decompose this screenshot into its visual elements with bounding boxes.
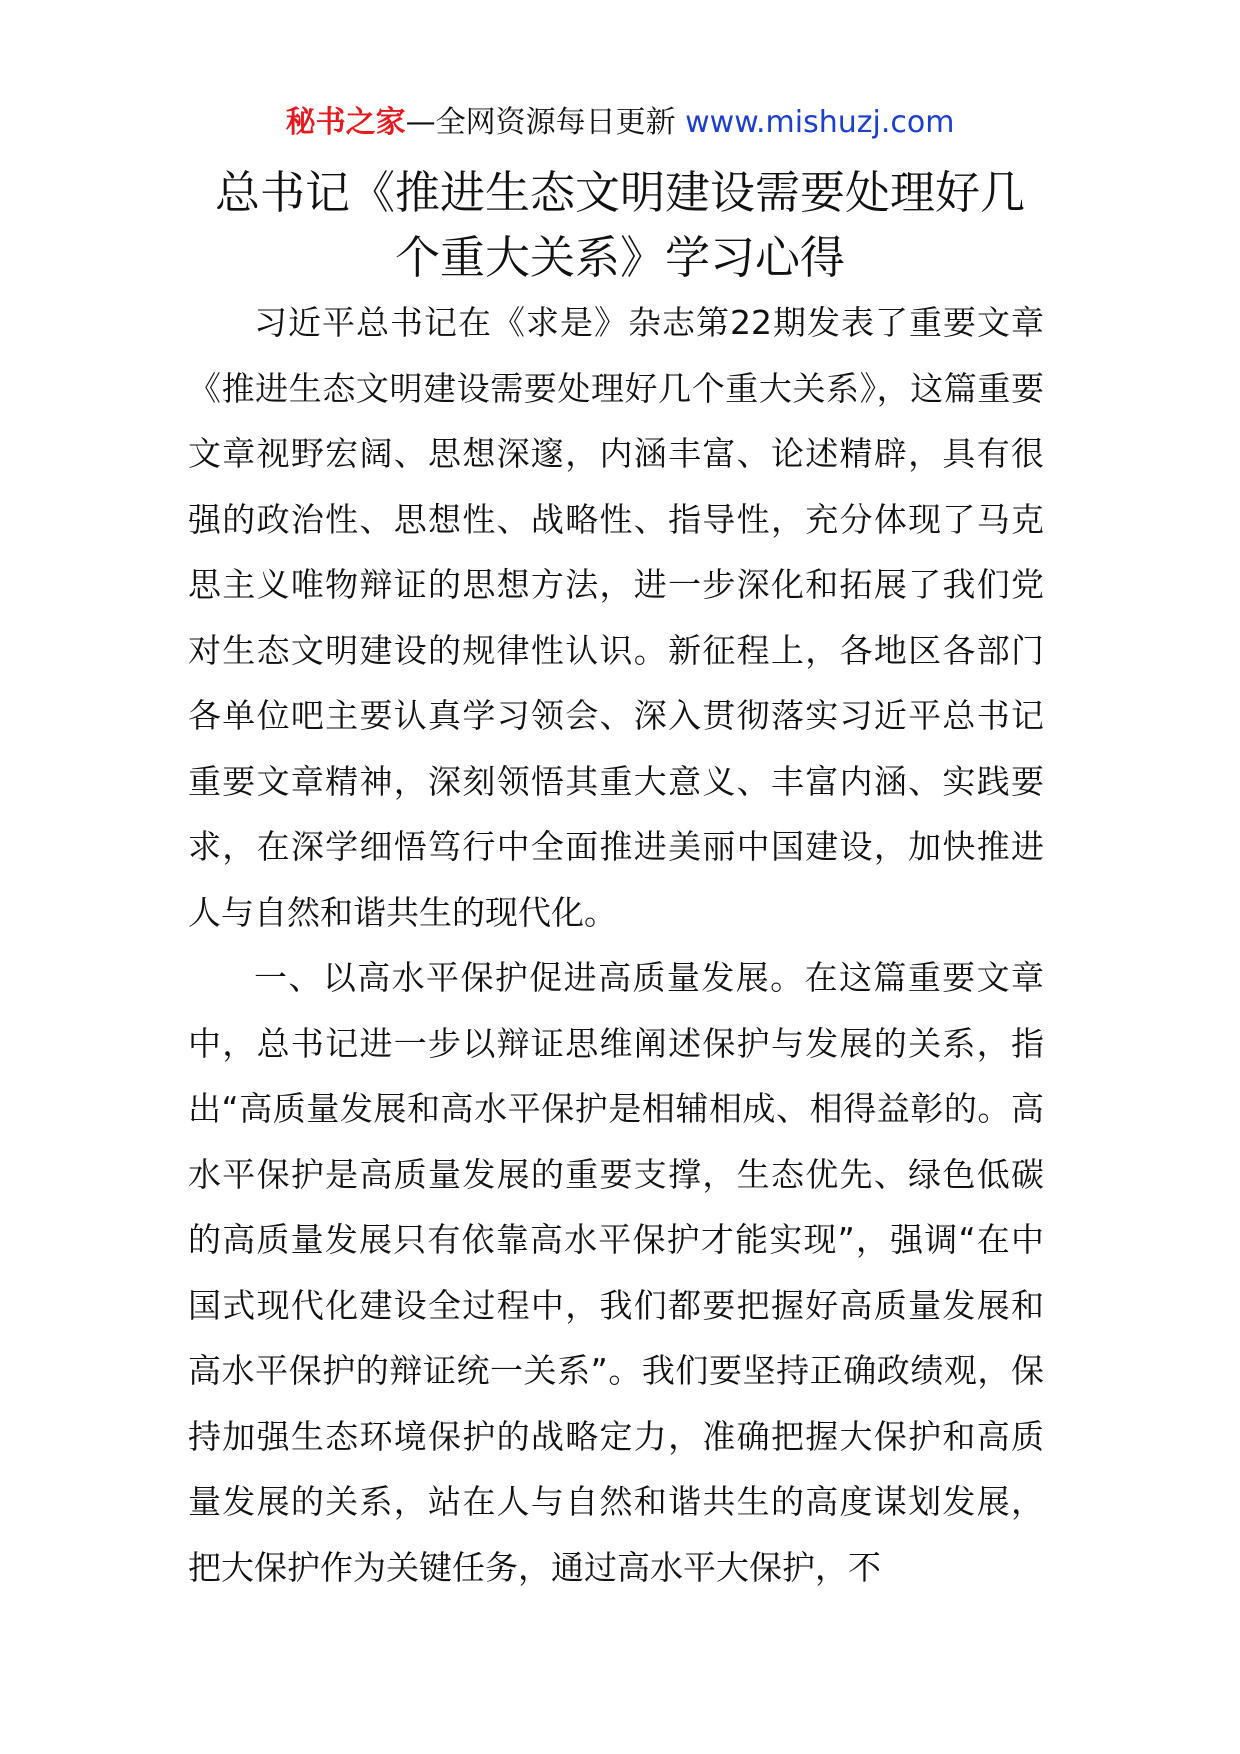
header-slogan: —全网资源每日更新: [405, 105, 676, 140]
document-body: [188, 290, 1044, 1600]
document-title: [150, 160, 1090, 290]
title-line-1: 总书记《推进生态文明建设需要处理好几: [214, 166, 1025, 219]
site-header: [0, 100, 1240, 146]
paragraph-intro: 习近平总书记在《求是》杂志第22期发表了重要文章《推进生态文明建设需要处理好几个重大关系》，这篇重要文章视野宏阔、思想深邃，内涵丰富、论述精辟，具有很强的政治性、思想性、战略性、指导性，充分体现了马克思主义唯物辩证的思想方法，进一步深化和拓展了我们党对生态文明建设的规律性认识。新征程上，各地区各部门各单位吧主要认真学习领会、深入贯彻落实习近平总书记重要文章精神，深刻领悟其重大意义、丰富内涵、实践要求，在深学细悟笃行中全面推进美丽中国建设，加快推进人与自然和谐共生的现代化。: [188, 303, 1044, 932]
brand-name: 秘书之家: [285, 105, 406, 140]
site-url-link[interactable]: www.mishuzj.com: [685, 105, 955, 140]
paragraph-section-1: 一、以高水平保护促进高质量发展。在这篇重要文章中，总书记进一步以辩证思维阐述保护与发展的关系，指出“高质量发展和高水平保护是相辅相成、相得益彰的。高水平保护是高质量发展的重要支撑，生态优先、绿色低碳的高质量发展只有依靠高水平保护才能实现”，强调“在中国式现代化建设全过程中，我们都要把握好高质量发展和高水平保护的辩证统一关系”。我们要坚持正确政绩观，保持加强生态环境保护的战略定力，准确把握大保护和高质量发展的关系，站在人与自然和谐共生的高度谋划发展，把大保护作为关键任务，通过高水平大保护，不: [188, 958, 1044, 1587]
title-line-2: 个重大关系》学习心得: [394, 231, 845, 284]
